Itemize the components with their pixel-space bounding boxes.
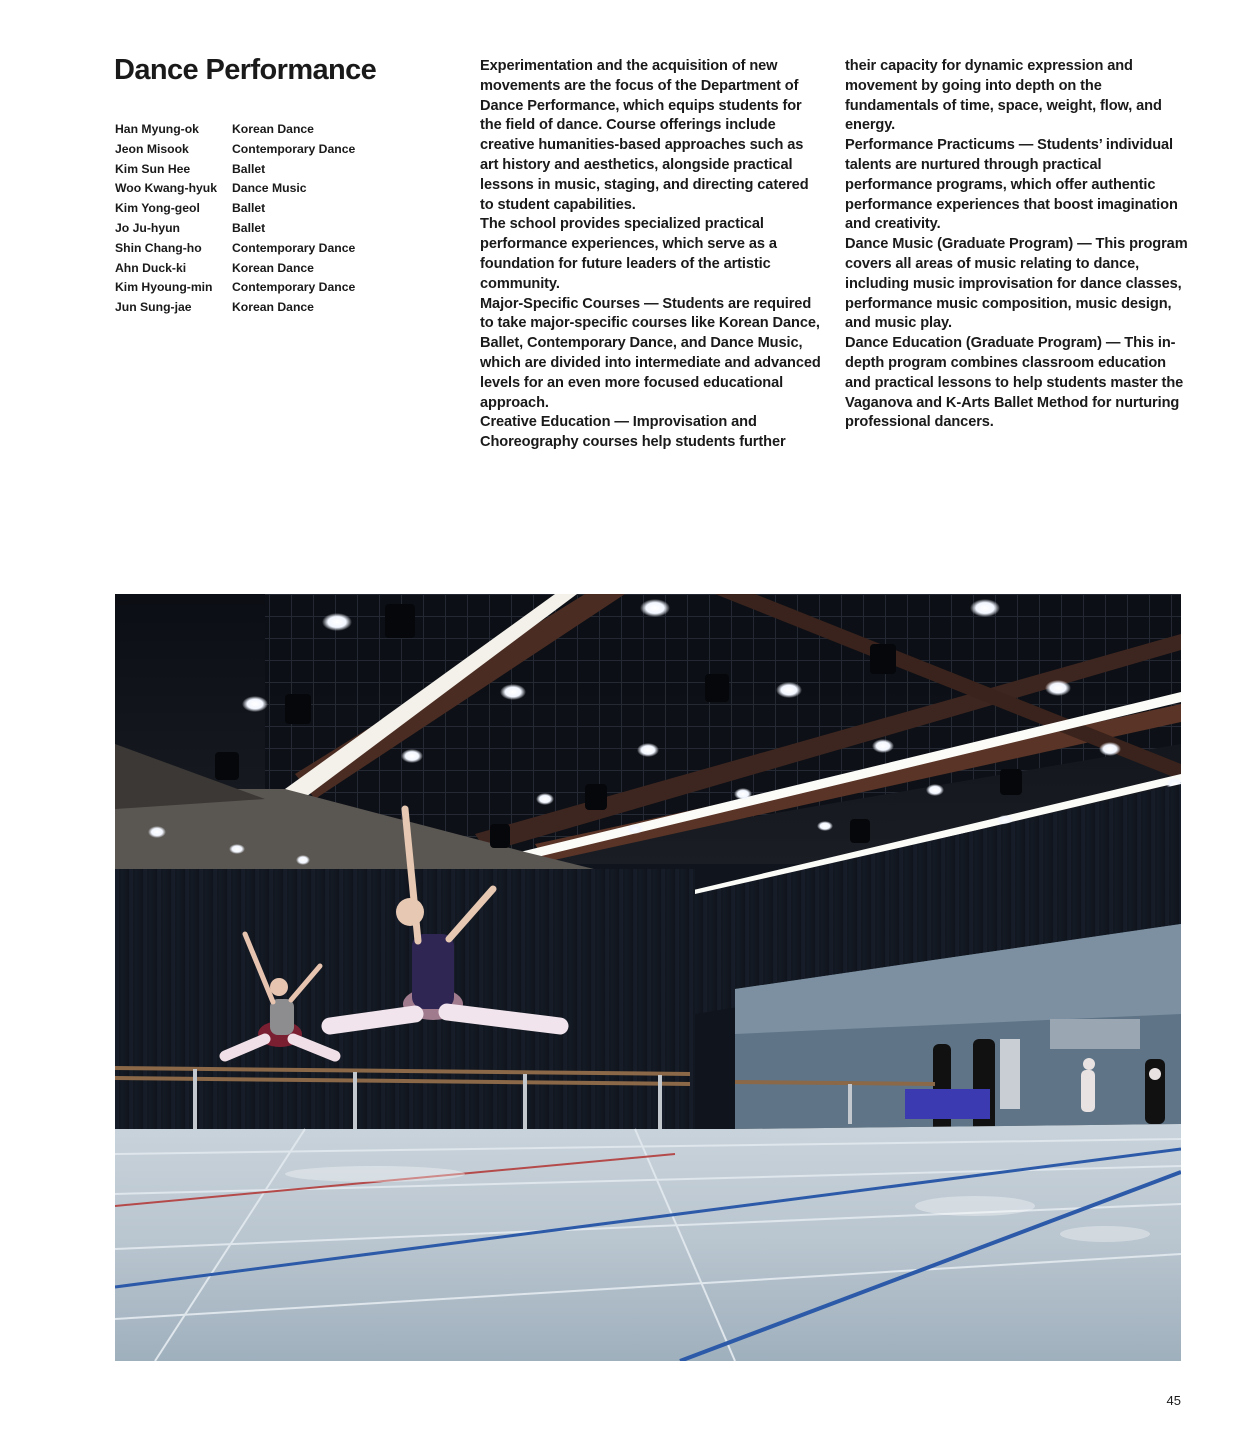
faculty-field: Contemporary Dance (232, 141, 356, 156)
faculty-field: Ballet (232, 161, 266, 176)
body-paragraph: their capacity for dynamic expression and movement by going into depth on the fundamentals of time, space, weight, flow, and energy. (845, 58, 1162, 134)
faculty-name: Jo Ju-hyun (115, 220, 181, 235)
faculty-name: Jun Sung-jae (115, 300, 192, 315)
faculty-row (115, 199, 375, 219)
body-paragraph: Dance Music (Graduate Program) — This program covers all areas of music relating to dance, including music improvisation for dance classes, performance music composition, music design, and music play. (845, 236, 1188, 332)
body-paragraph: Major-Specific Courses — Students are required to take major-specific courses like Korean Dance, Ballet, Contemporary Dance, and Dance Music, which are divided into intermediate and advanced levels for an even more focused educational approach. (480, 295, 821, 411)
faculty-field: Korean Dance (232, 122, 314, 136)
body-column-2 (845, 57, 1189, 433)
faculty-name: Kim Hyoung-min (115, 280, 213, 295)
faculty-name: Woo Kwang-hyuk (115, 181, 218, 196)
page-title: Dance Performance (114, 54, 377, 86)
faculty-row (115, 160, 375, 180)
faculty-field: Korean Dance (232, 260, 314, 275)
faculty-row (115, 140, 375, 160)
faculty-row (115, 259, 375, 279)
faculty-name: Kim Yong-geol (115, 201, 200, 216)
faculty-field: Contemporary Dance (232, 240, 356, 255)
faculty-name: Shin Chang-ho (115, 240, 202, 255)
faculty-row (115, 179, 375, 199)
faculty-list (115, 120, 375, 318)
faculty-row (115, 120, 375, 140)
body-paragraph: Performance Practicums — Students’ individual talents are nurtured through practical performance programs, which offer authentic performance experiences that boost imagination and creativity. (845, 137, 1178, 233)
faculty-row (115, 298, 375, 318)
faculty-name: Jeon Misook (115, 141, 189, 156)
body-column-1 (480, 57, 824, 453)
faculty-field: Ballet (232, 201, 266, 216)
page-number: 45 (1166, 1393, 1181, 1408)
body-paragraph: Experimentation and the acquisition of new movements are the focus of the Department of Dance Performance, which equips students for the field of dance. Course offerings include creative humanities-based approaches such as art history and aesthetics, alongside practical lessons in music, staging, and directing catered to student capabilities. (480, 58, 809, 213)
body-paragraph: The school provides specialized practical performance experiences, which serve as a foundation for future leaders of the artistic community. (480, 216, 777, 292)
faculty-field: Contemporary Dance (232, 280, 356, 295)
faculty-name: Han Myung-ok (115, 122, 199, 136)
body-paragraph: Creative Education — Improvisation and Choreography courses help students further (480, 414, 786, 451)
faculty-field: Ballet (232, 220, 266, 235)
faculty-row (115, 278, 375, 298)
dance-studio-photo (115, 594, 1181, 1361)
faculty-field: Dance Music (232, 181, 307, 196)
faculty-row (115, 239, 375, 259)
faculty-field: Korean Dance (232, 300, 314, 315)
faculty-name: Ahn Duck-ki (115, 260, 187, 275)
faculty-name: Kim Sun Hee (115, 161, 191, 176)
faculty-row (115, 219, 375, 239)
body-paragraph: Dance Education (Graduate Program) — This in-depth program combines classroom education and practical lessons to help students master the Vaganova and K-Arts Ballet Method for nurturing professional dancers. (845, 335, 1184, 431)
